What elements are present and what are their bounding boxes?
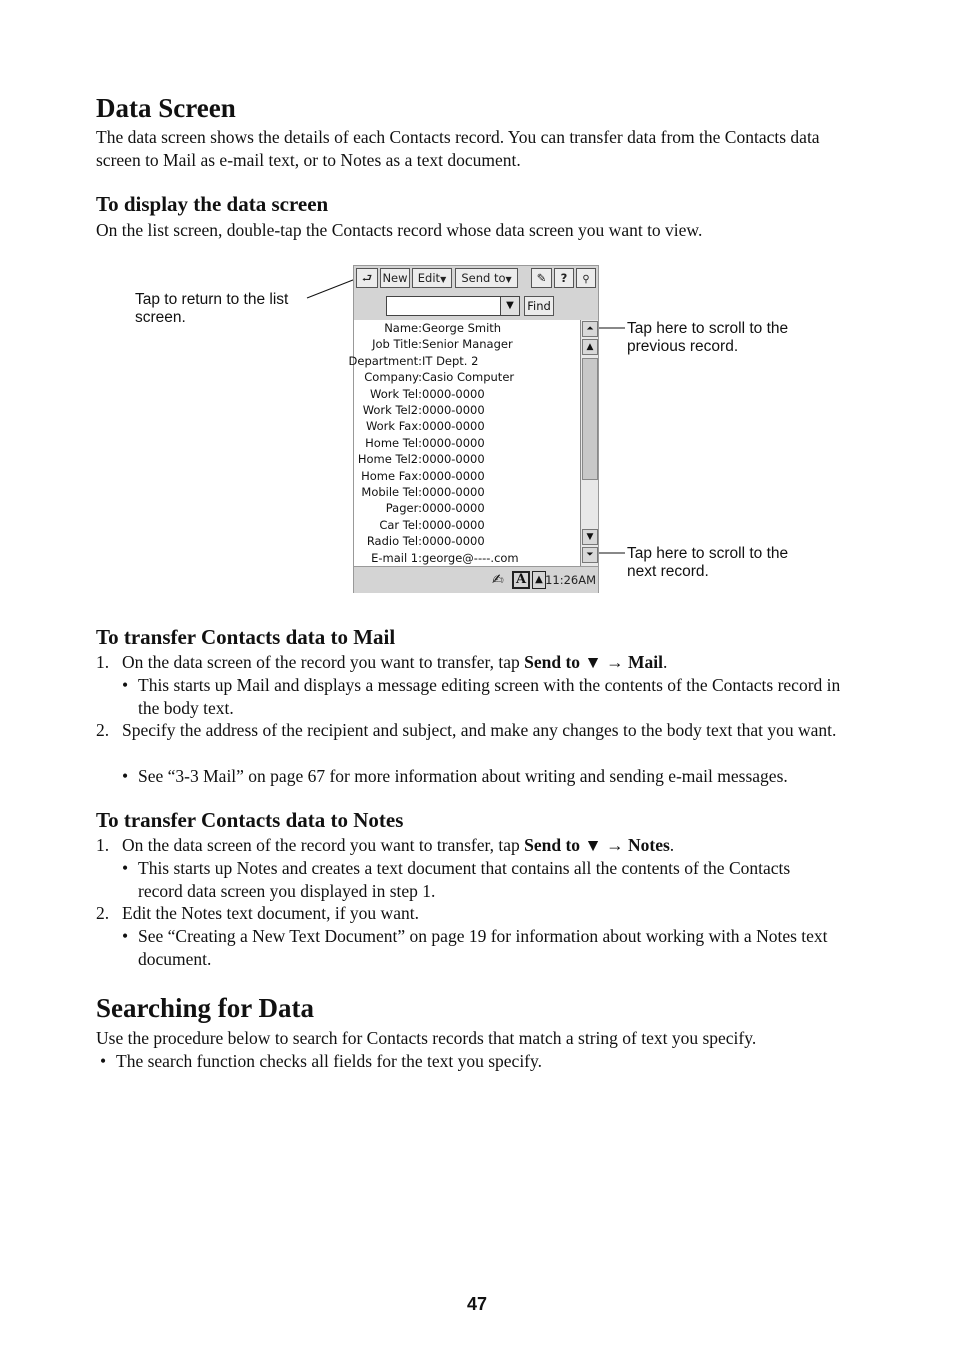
section-title-searching: Searching for Data — [96, 993, 314, 1023]
bullet-icon: • — [122, 858, 129, 878]
field-label: Radio Tel: — [366, 534, 422, 549]
notes-step1-bullet: This starts up Notes and creates a text document that contains all the contents of the Contacts record data screen you displayed in step 1. — [138, 858, 791, 901]
record-field — [354, 533, 580, 549]
return-button[interactable] — [356, 268, 378, 288]
return-arrow-icon: ⮐ — [361, 271, 373, 285]
help-button[interactable] — [554, 268, 574, 288]
record-field — [354, 484, 580, 500]
step-number: 1. — [96, 835, 110, 855]
field-value: 0000-0000 — [422, 403, 485, 417]
field-label: Name: — [384, 321, 422, 335]
field-label: Mobile Tel: — [361, 485, 422, 499]
callout-prev-record: Tap here to scroll to the previous record. — [627, 320, 789, 355]
record-field — [354, 500, 580, 516]
mail-step1-arrow: ▼ → — [584, 652, 624, 672]
notes-step2-bullet: See “Creating a New Text Document” on page 19 for information about working with a Notes text document. — [138, 926, 828, 969]
mail-step1 — [122, 651, 862, 674]
bullet-icon: • — [122, 926, 129, 946]
field-value: 0000-0000 — [422, 534, 485, 549]
pen-input-icon[interactable]: ✍ — [492, 572, 504, 588]
scroll-up-button[interactable] — [582, 339, 598, 355]
status-bar — [354, 566, 598, 593]
dropdown-arrow-icon: ▼ — [505, 275, 512, 284]
notes-step1-send-to: Send to — [524, 835, 581, 855]
field-label: E-mail 1: — [371, 550, 422, 565]
field-label: Home Tel: — [365, 435, 422, 450]
notes-step1-pre: On the data screen of the record you want to transfer, tap — [122, 835, 525, 855]
keyboard-icon[interactable]: A — [512, 571, 530, 589]
combo-dropdown-button[interactable] — [500, 297, 519, 315]
scroll-down-button[interactable] — [582, 529, 598, 545]
edit-record-button[interactable] — [531, 268, 552, 288]
bullet-icon: • — [122, 675, 129, 695]
mail-step2: Specify the address of the recipient and subject, and make any changes to the body text that you want. — [122, 720, 837, 740]
send-to-label: Send to — [461, 271, 506, 285]
field-label: Job Title: — [372, 337, 422, 352]
field-label: Home Tel2: — [357, 452, 422, 467]
search-intro: Use the procedure below to search for Contacts records that match a string of text you specify. — [96, 1028, 757, 1048]
next-record-icon: ⏷ — [586, 550, 594, 560]
bullet-icon: • — [100, 1051, 107, 1071]
field-value: Senior Manager — [422, 337, 513, 352]
vertical-scrollbar[interactable] — [580, 320, 598, 566]
field-value: Casio Computer — [422, 370, 515, 385]
mail-step1-pre: On the data screen of the record you want to transfer, tap — [122, 652, 525, 672]
field-value: 0000-0000 — [422, 452, 485, 467]
wireless-icon: ⚲ — [582, 274, 590, 285]
arrow-down-icon: ▼ — [586, 532, 594, 542]
notes-step1-arrow: ▼ → — [584, 835, 624, 855]
previous-record-button[interactable] — [582, 321, 598, 337]
mail-step1-post: . — [663, 652, 668, 672]
arrow-up-icon: ▲ — [586, 342, 594, 352]
search-combo-input[interactable] — [386, 296, 520, 316]
notes-step1-target: Notes — [628, 835, 670, 855]
field-value: George Smith — [422, 321, 502, 335]
scroll-thumb[interactable] — [582, 358, 598, 480]
mail-step1-bullet: This starts up Mail and displays a message editing screen with the contents of the Contacts record in the body text. — [138, 675, 841, 718]
field-value: 0000-0000 — [422, 468, 485, 483]
previous-record-icon: ⏶ — [586, 324, 594, 334]
find-bar — [354, 292, 598, 320]
edit-label: Edit — [417, 271, 441, 285]
mail-heading: To transfer Contacts data to Mail — [96, 625, 396, 649]
pencil-note-icon: ✎ — [536, 271, 547, 285]
display-text: On the list screen, double-tap the Contacts record whose data screen you want to view. — [96, 220, 703, 240]
search-bullet: The search function checks all fields for the text you specify. — [116, 1051, 542, 1071]
send-to-menu-button[interactable] — [455, 268, 518, 288]
mail-step1-target: Mail — [628, 652, 663, 672]
field-value: 0000-0000 — [422, 419, 485, 434]
next-record-button[interactable] — [582, 547, 598, 563]
question-mark-icon: ? — [560, 271, 568, 285]
field-value: 0000-0000 — [422, 517, 485, 532]
mail-step2-bullet: See “3-3 Mail” on page 67 for more information about writing and sending e-mail messages. — [138, 766, 788, 786]
new-button[interactable]: New — [380, 268, 410, 288]
field-label: Department: — [348, 353, 422, 368]
record-field — [348, 353, 580, 369]
notes-step1-post: . — [669, 835, 675, 855]
find-button[interactable]: Find — [524, 296, 554, 316]
section-title-data-screen: Data Screen — [96, 93, 236, 123]
page-number: 47 — [466, 1294, 488, 1314]
field-label: Car Tel: — [379, 517, 422, 532]
field-label: Pager: — [385, 501, 422, 516]
record-field — [354, 550, 580, 566]
callout-next-record: Tap here to scroll to the next record. — [627, 545, 789, 580]
field-label: Company: — [364, 370, 422, 385]
record-field — [354, 451, 580, 467]
field-value: 0000-0000 — [422, 501, 485, 516]
field-label: Work Fax: — [365, 419, 422, 434]
toolbar — [354, 266, 598, 293]
callout-return: Tap to return to the list screen. — [135, 291, 289, 326]
field-value: 0000-0000 — [422, 485, 485, 499]
step-number: 1. — [96, 652, 110, 672]
wireless-button[interactable] — [576, 268, 596, 288]
field-value: IT Dept. 2 — [422, 353, 479, 368]
clock: 11:26AM — [545, 573, 596, 587]
bullet-icon: • — [122, 766, 129, 786]
field-label: Work Tel: — [370, 386, 422, 401]
field-label: Work Tel2: — [362, 403, 422, 417]
step-number: 2. — [96, 720, 110, 740]
notes-step1 — [122, 834, 862, 857]
field-value: 0000-0000 — [422, 386, 485, 401]
record-field — [354, 435, 580, 451]
notes-heading: To transfer Contacts data to Notes — [96, 808, 404, 832]
record-field — [354, 320, 580, 336]
display-heading: To display the data screen — [96, 192, 329, 216]
step-number: 2. — [96, 903, 110, 923]
record-field — [354, 369, 580, 385]
dropdown-arrow-icon: ▼ — [440, 275, 447, 284]
record-fields — [348, 320, 580, 566]
contacts-data-screen — [348, 265, 599, 593]
record-field — [354, 517, 580, 533]
field-value: george@----.com — [422, 550, 519, 565]
caps-shift-icon[interactable]: ▲ — [532, 571, 546, 589]
field-label: Home Fax: — [361, 468, 422, 483]
record-field — [354, 402, 580, 418]
mail-step1-send-to: Send to — [524, 652, 581, 672]
field-value: 0000-0000 — [422, 435, 485, 450]
notes-step2: Edit the Notes text document, if you want. — [122, 903, 419, 923]
record-field — [354, 336, 580, 352]
record-field — [354, 386, 580, 402]
record-field — [354, 418, 580, 434]
chevron-down-icon: ▼ — [506, 300, 514, 311]
edit-menu-button[interactable] — [412, 268, 452, 288]
data-screen-intro: The data screen shows the details of each Contacts record. You can transfer data from the Contacts data screen to Mail as e-mail text, or to Notes as a text document. — [96, 127, 820, 170]
record-field — [354, 468, 580, 484]
